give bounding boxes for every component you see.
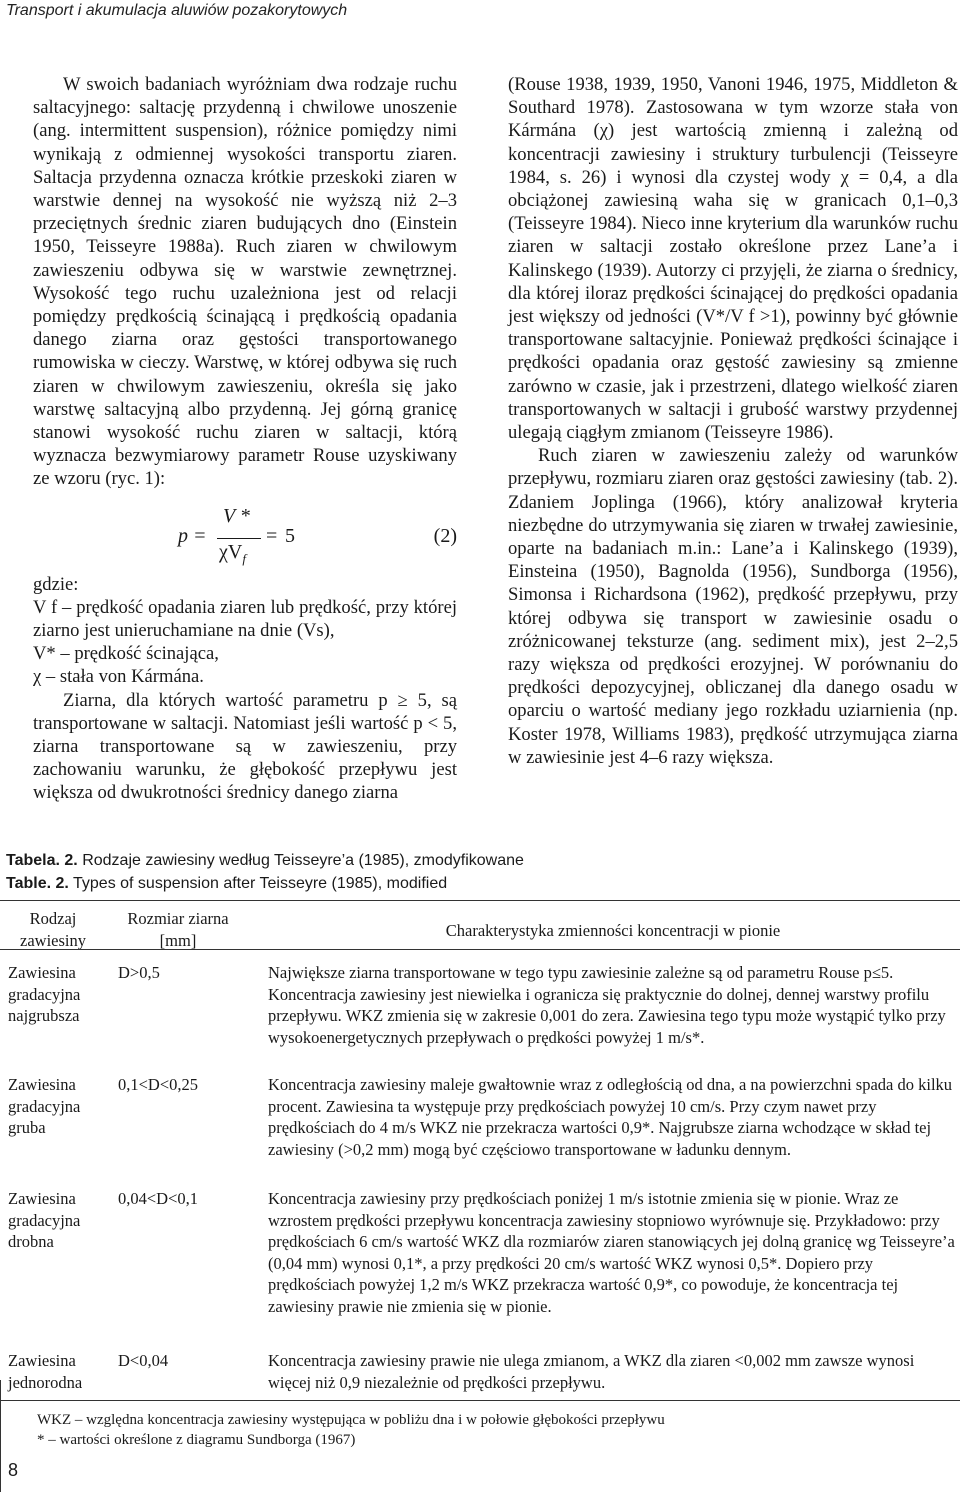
- table-caption-en-label: Table. 2.: [6, 875, 69, 892]
- left-paragraph-2: Ziarna, dla których wartość parametru p ≥ 5, są transportowane w saltacji. Natomiast jeśli wartość p < 5, ziarna transportowane są w zawieszeniu, przy zachowaniu warunku, że głębokość przepływu jest większa od dwukrotności średnicy danego ziarna: [33, 689, 457, 804]
- margin-line: [0, 1380, 1, 1492]
- table-header-type: Rodzaj zawiesiny: [20, 909, 86, 950]
- cell-suspension-type: Zawiesina gradacyjna drobna: [8, 1189, 81, 1251]
- definition-vf: V f – prędkość opadania ziaren lub prędkość, przy której ziarno jest unieruchamiane na dnie (Vs),: [33, 596, 457, 642]
- formula-value: 5: [285, 524, 295, 547]
- definition-vstar: V* – prędkość ścinająca,: [33, 643, 219, 665]
- cell-suspension-type: Zawiesina gradacyjna gruba: [8, 1075, 81, 1137]
- table-header-characteristics: Charakterystyka zmienności koncentracji w pionie: [445, 921, 781, 940]
- table-caption-pl-label: Tabela. 2.: [6, 852, 78, 869]
- cell-grain-size: D>0,5: [118, 963, 160, 982]
- rouse-formula: [33, 505, 457, 571]
- table-caption-en-text: Types of suspension after Teisseyre (1985), modified: [73, 875, 448, 892]
- cell-characteristics: Największe ziarna transportowane w tego typu zawiesinie zależne są od parametru Rouse p≤5. Koncentracja zawiesiny jest niewielka i ogranicza się praktycznie do dolnej, dennej warstwy profilu przepływu. WKZ zmienia się w zakresie 0,001 do zera. Zawiesina tego typu może wystąpić tylko przy wysokoenergetycznych przepływach o prędkości powyżej 1 m/s*.: [268, 963, 946, 1047]
- cell-suspension-type: Zawiesina jednorodna: [8, 1351, 83, 1392]
- formula-number: (2): [433, 524, 457, 547]
- formula-lhs: p =: [178, 524, 207, 547]
- cell-characteristics: Koncentracja zawiesiny przy prędkościach poniżej 1 m/s istotnie zmienia się w pionie. Wraz ze wzrostem prędkości przepływu koncentracja zawiesiny stopniowo wyrównuje się. Przykładowo: przy prędkościach 6 cm/s wartość WKZ dla rozmiarów ziaren stanowiących jej dolną granicę wg Teisseyre’a (0,04 mm) wynosi 0,1*, a przy prędkości 20 cm/s wartość WKZ wynosi 0,5*. Dopiero przy prędkościach powyżej 1,2 m/s WKZ przekracza wartość 0,9*, co powoduje, że koncentracja tej zawiesiny prawie nie zmienia się w pionie.: [268, 1189, 955, 1316]
- page-number: 8: [8, 1460, 19, 1480]
- table-header-size: Rozmiar ziarna [mm]: [127, 909, 229, 950]
- where-label: gdzie:: [33, 573, 79, 595]
- right-paragraph-2: Ruch ziaren w zawieszeniu zależy od warunków przepływu, rozmiaru ziaren oraz gęstości zawiesiny (tab. 2). Zdaniem Joplinga (1966), który analizował kryteria niezbędne do utrzymywania się ziaren w trwałej zawiesinie, oparte na badaniach m.in.: Lane’a i Kalinskego (1939), Einsteina (1950), Bagnolda (1956), Sundborga (1956), Simonsa i Richardsona (1962), prędkość przepływu, przy której odbywa się transport w zawiesinie osadu o zróżnicowanej teksturze (ang. sediment mix), jest 2–2,5 razy większa od prędkości erozyjnej. W porównaniu do prędkości depozycyjnej, obliczanej dla danego osadu w oparciu o wartość mediany jego rozkładu uziarnienia (np. Koster 1978, Williams 1983), prędkość utrzymująca ziarna w zawiesinie jest 4–6 razy większa.: [508, 445, 958, 768]
- formula-fraction-bar: [217, 538, 261, 539]
- cell-suspension-type: Zawiesina gradacyjna najgrubsza: [8, 963, 81, 1025]
- formula-numerator: V *: [223, 504, 250, 527]
- cell-characteristics: Koncentracja zawiesiny maleje gwałtownie wraz z odległością od dna, a na powierzchni spada do kilku procent. Zawiesina ta występuje przy prędkościach powyżej 10 cm/s. Przy czym nawet przy prędkościach do 4 m/s WKZ nie przekracza wartości 0,9*. Najgrubsze ziarna wchodzące w skład tej zawiesiny (>0,2 mm) mogą być częściowo transportowane w ładunku dennym.: [268, 1075, 953, 1159]
- cell-characteristics: Koncentracja zawiesiny prawie nie ulega zmianom, a WKZ dla ziaren <0,002 mm zawsze wynosi więcej niż 0,9 niezależnie od prędkości przepływu.: [268, 1351, 915, 1392]
- table-top-rule: [0, 900, 960, 901]
- left-paragraph-1: W swoich badaniach wyróżniam dwa rodzaje ruchu saltacyjnego: saltację przydenną i chwilowe unoszenie (ang. intermittent suspension), różnice pomiędzy nimi wynikają z odmiennej wysokości transportu ziaren. Saltacja przydenna oznacza krótkie przeskoki ziaren w warstwie dennej na wysokość nie wyższą niż 2–3 przeciętnych średnic ziaren budujących dno (Einstein 1950, Teisseyre 1988a). Ruch ziaren w chwilowym zawieszeniu odbywa się w warstwie zewnętrznej. Wysokość tego ruchu uzależniona jest od relacji pomiędzy prędkością ścinającą i prędkością opadania danego ziarna oraz gęstości transportowanego rumowiska w cieczy. Warstwę, w której odbywa się ruch ziaren w chwilowym zawieszeniu, określa się jako warstwę saltacyjną albo przydenną. Jej górną granicę stanowi wysokość ruchu ziaren w saltacji, którą wyznacza bezwymiarowy parametr Rouse uzyskiwany ze wzoru (ryc. 1):: [33, 74, 457, 490]
- cell-grain-size: 0,1<D<0,25: [118, 1075, 199, 1094]
- table-caption-en: [6, 873, 447, 895]
- formula-equals: =: [266, 524, 278, 547]
- cell-grain-size: D<0,04: [118, 1351, 169, 1370]
- cell-grain-size: 0,04<D<0,1: [118, 1189, 199, 1208]
- table-bottom-rule: [0, 1400, 960, 1401]
- table-footnote-asterisk: * – wartości określone z diagramu Sundborga (1967): [37, 1432, 356, 1448]
- left-column: [33, 73, 457, 805]
- running-header: Transport i akumulacja aluwiów pozakorytowych: [6, 2, 348, 19]
- formula-denominator: $\chi V_f$: [219, 540, 246, 566]
- right-column: [508, 73, 958, 769]
- table-footnote-wkz: WKZ – względna koncentracja zawiesiny występująca w pobliżu dna i w połowie głębokości przepływu: [37, 1412, 665, 1428]
- table-caption-pl-text: Rodzaje zawiesiny według Teisseyre’a (1985), zmodyfikowane: [82, 852, 524, 869]
- table-caption-pl: [6, 850, 524, 872]
- definition-chi: χ – stała von Kármána.: [33, 666, 204, 688]
- right-paragraph-1: (Rouse 1938, 1939, 1950, Vanoni 1946, 1975, Middleton & Southard 1978). Zastosowana w tym wzorze stała von Kármána (χ) jest wartością zmienną i zależną od koncentracji zawiesiny i struktury turbulencji (Teisseyre 1984, s. 26) i wynosi dla czystej wody χ = 0,4, a dla obciążonej zawiesiną waha się w granicach 0,1–0,3 (Teisseyre 1984). Nieco inne kryterium dla warunków ruchu ziaren w saltacji zostało określone przez Lane’a i Kalinskego (1939). Autorzy ci przyjęli, że ziarna o średnicy, dla której iloraz prędkości ścinającej do prędkości opadania jest większy od jedności (V*/V f >1), powinny być głównie transportowane saltacyjnie. Ponieważ prędkości ścinające i prędkości opadania oraz gęstość zawiesiny są zmienne zarówno w czasie, jak i przestrzeni, dlatego wielkość ziaren transportowanych w saltacji i grubość warstwy przydennej ulegają ciągłym zmianom (Teisseyre 1986).: [508, 74, 958, 444]
- table-header-rule: [0, 949, 960, 950]
